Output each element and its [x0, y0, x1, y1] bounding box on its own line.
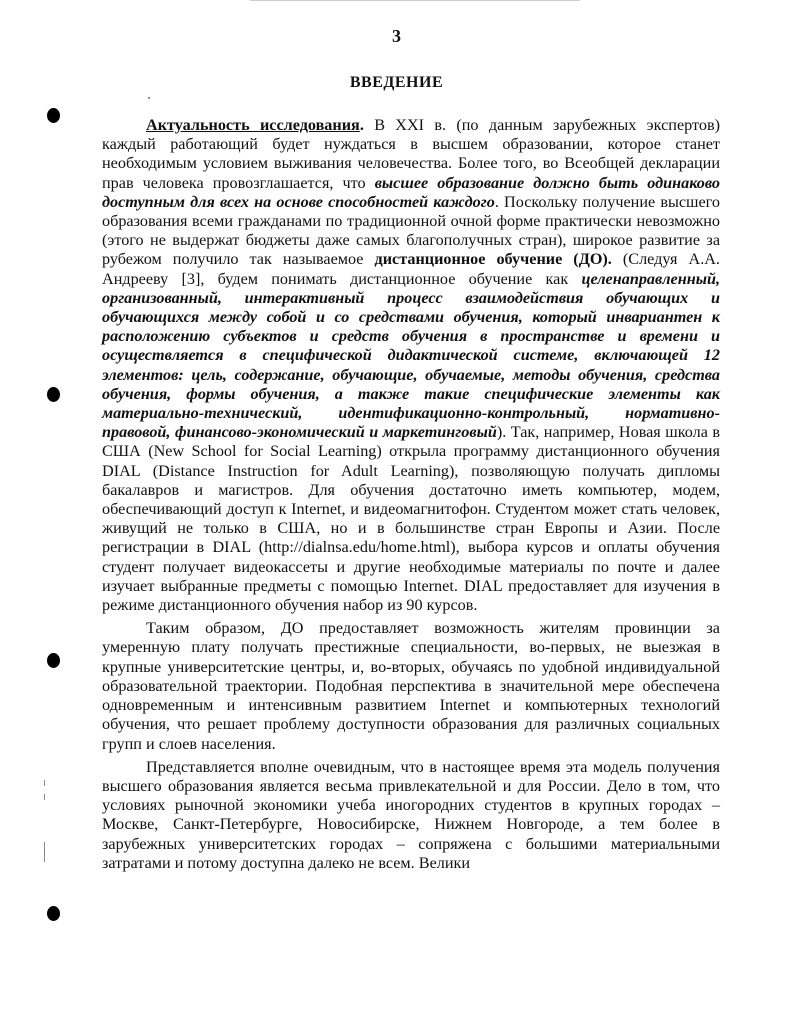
scan-speck — [148, 97, 150, 99]
scan-mark — [44, 794, 45, 800]
paragraph — [102, 116, 720, 615]
page-number: 3 — [392, 26, 401, 46]
text-run: Актуальность исследования — [146, 116, 360, 134]
paragraph — [102, 619, 720, 753]
text-run: В XXI в. (по данным зарубежных экспертов) каждый работающий будет нуждаться в высшем образовании, которое станет необходимым условием выживания человечества. Более того, во Всеобщей декларации прав человека провозглашается, что — [102, 116, 720, 192]
text-run: (Следуя А.А. Андреeву [3], будем понимать дистанционное обучение как — [102, 250, 720, 288]
paragraph — [102, 758, 720, 873]
section-heading: ВВЕДЕНИЕ — [349, 74, 444, 91]
punch-hole — [47, 387, 60, 402]
scan-mark — [44, 780, 45, 786]
text-run: . — [359, 116, 375, 134]
text-run: дистанционное обучение (ДО). — [374, 250, 612, 269]
text-run: Представляется вполне очевидным, что в настоящее время эта модель получения высшего образования является весьма привлекательной и для России. Дело в том, что условиях рыночной экономики учеба иногородних студентов в крупных городах – Москве, Санкт-Петербурге, Новосибирске, Нижнем Новгороде, а тем более в зарубежных университетских городах – сопряжена с большими материальными затратами и потому доступна далеко не всем. Велики — [102, 757, 720, 872]
text-run: ). Так, например, Новая школа в США (New School for Social Learning) открыла программу дистанционного обучения DIAL (Distance Instruction for Adult Learning), позволяющую получать дипломы бакалавров и магистров. Для обучения достаточно иметь компьютер, модем, обеспечивающий доступ к Internet, и видеомагнитофон. Студентом может стать человек, живущий не только в США, но и в большинстве стран Европы и Азии. После регистрации в DIAL (http://dialnsa.edu/home.html), выбора курсов и оплаты обучения студент получает видеокассеты и другие необходимые материалы по почте и далее изучает выбранные предметы с помощью Internet. DIAL предоставляет для изучения в режиме дистанционного обучения набор из 90 курсов. — [102, 423, 720, 615]
scan-mark — [44, 842, 45, 862]
body-text — [102, 116, 720, 873]
punch-hole — [47, 108, 60, 123]
text-run: Таким образом, ДО предоставляет возможность жителям провинции за умеренную плату получать престижные специальности, во-первых, не выезжая в крупные университетские центры, и, во-вторых, обучаясь по удобной индивидуальной образовательной траектории. Подобная перспектива в значительной мере обеспечена одновременным и интенсивным развитием Internet и компьютерных технологий обучения, что решает проблему доступности образования для различных социальных групп и слоев населения. — [102, 619, 720, 753]
top-rule — [250, 0, 580, 1]
text-run: высшее образование должно быть одинаково доступным для всех на основе способностей каждого — [102, 173, 721, 211]
punch-hole — [47, 653, 60, 668]
punch-hole — [47, 906, 60, 921]
text-run: . Поскольку получение высшего образования всеми гражданами по традиционной очной форме практически невозможно (этого не выдержат бюджеты даже самых благополучных стран), широкое развитие за рубежом получило так называемое — [102, 192, 721, 269]
text-run: целенаправленный, организованный, интерактивный процесс взаимодействия обучающих и обучающихся между собой и со средствами обучения, который инвариантен к расположению субъектов и средств обучения в пространстве и времени и осуществляется в специфической дидактической системе, включающей 12 элементов: цель, содержание, обучающие, обучаемые, методы обучения, средства обучения, формы обучения, а также такие специфические элементы как материально-технический, идентификационно-контрольный, нормативно-правовой, финансово-экономический и маркетинговый — [102, 269, 720, 442]
